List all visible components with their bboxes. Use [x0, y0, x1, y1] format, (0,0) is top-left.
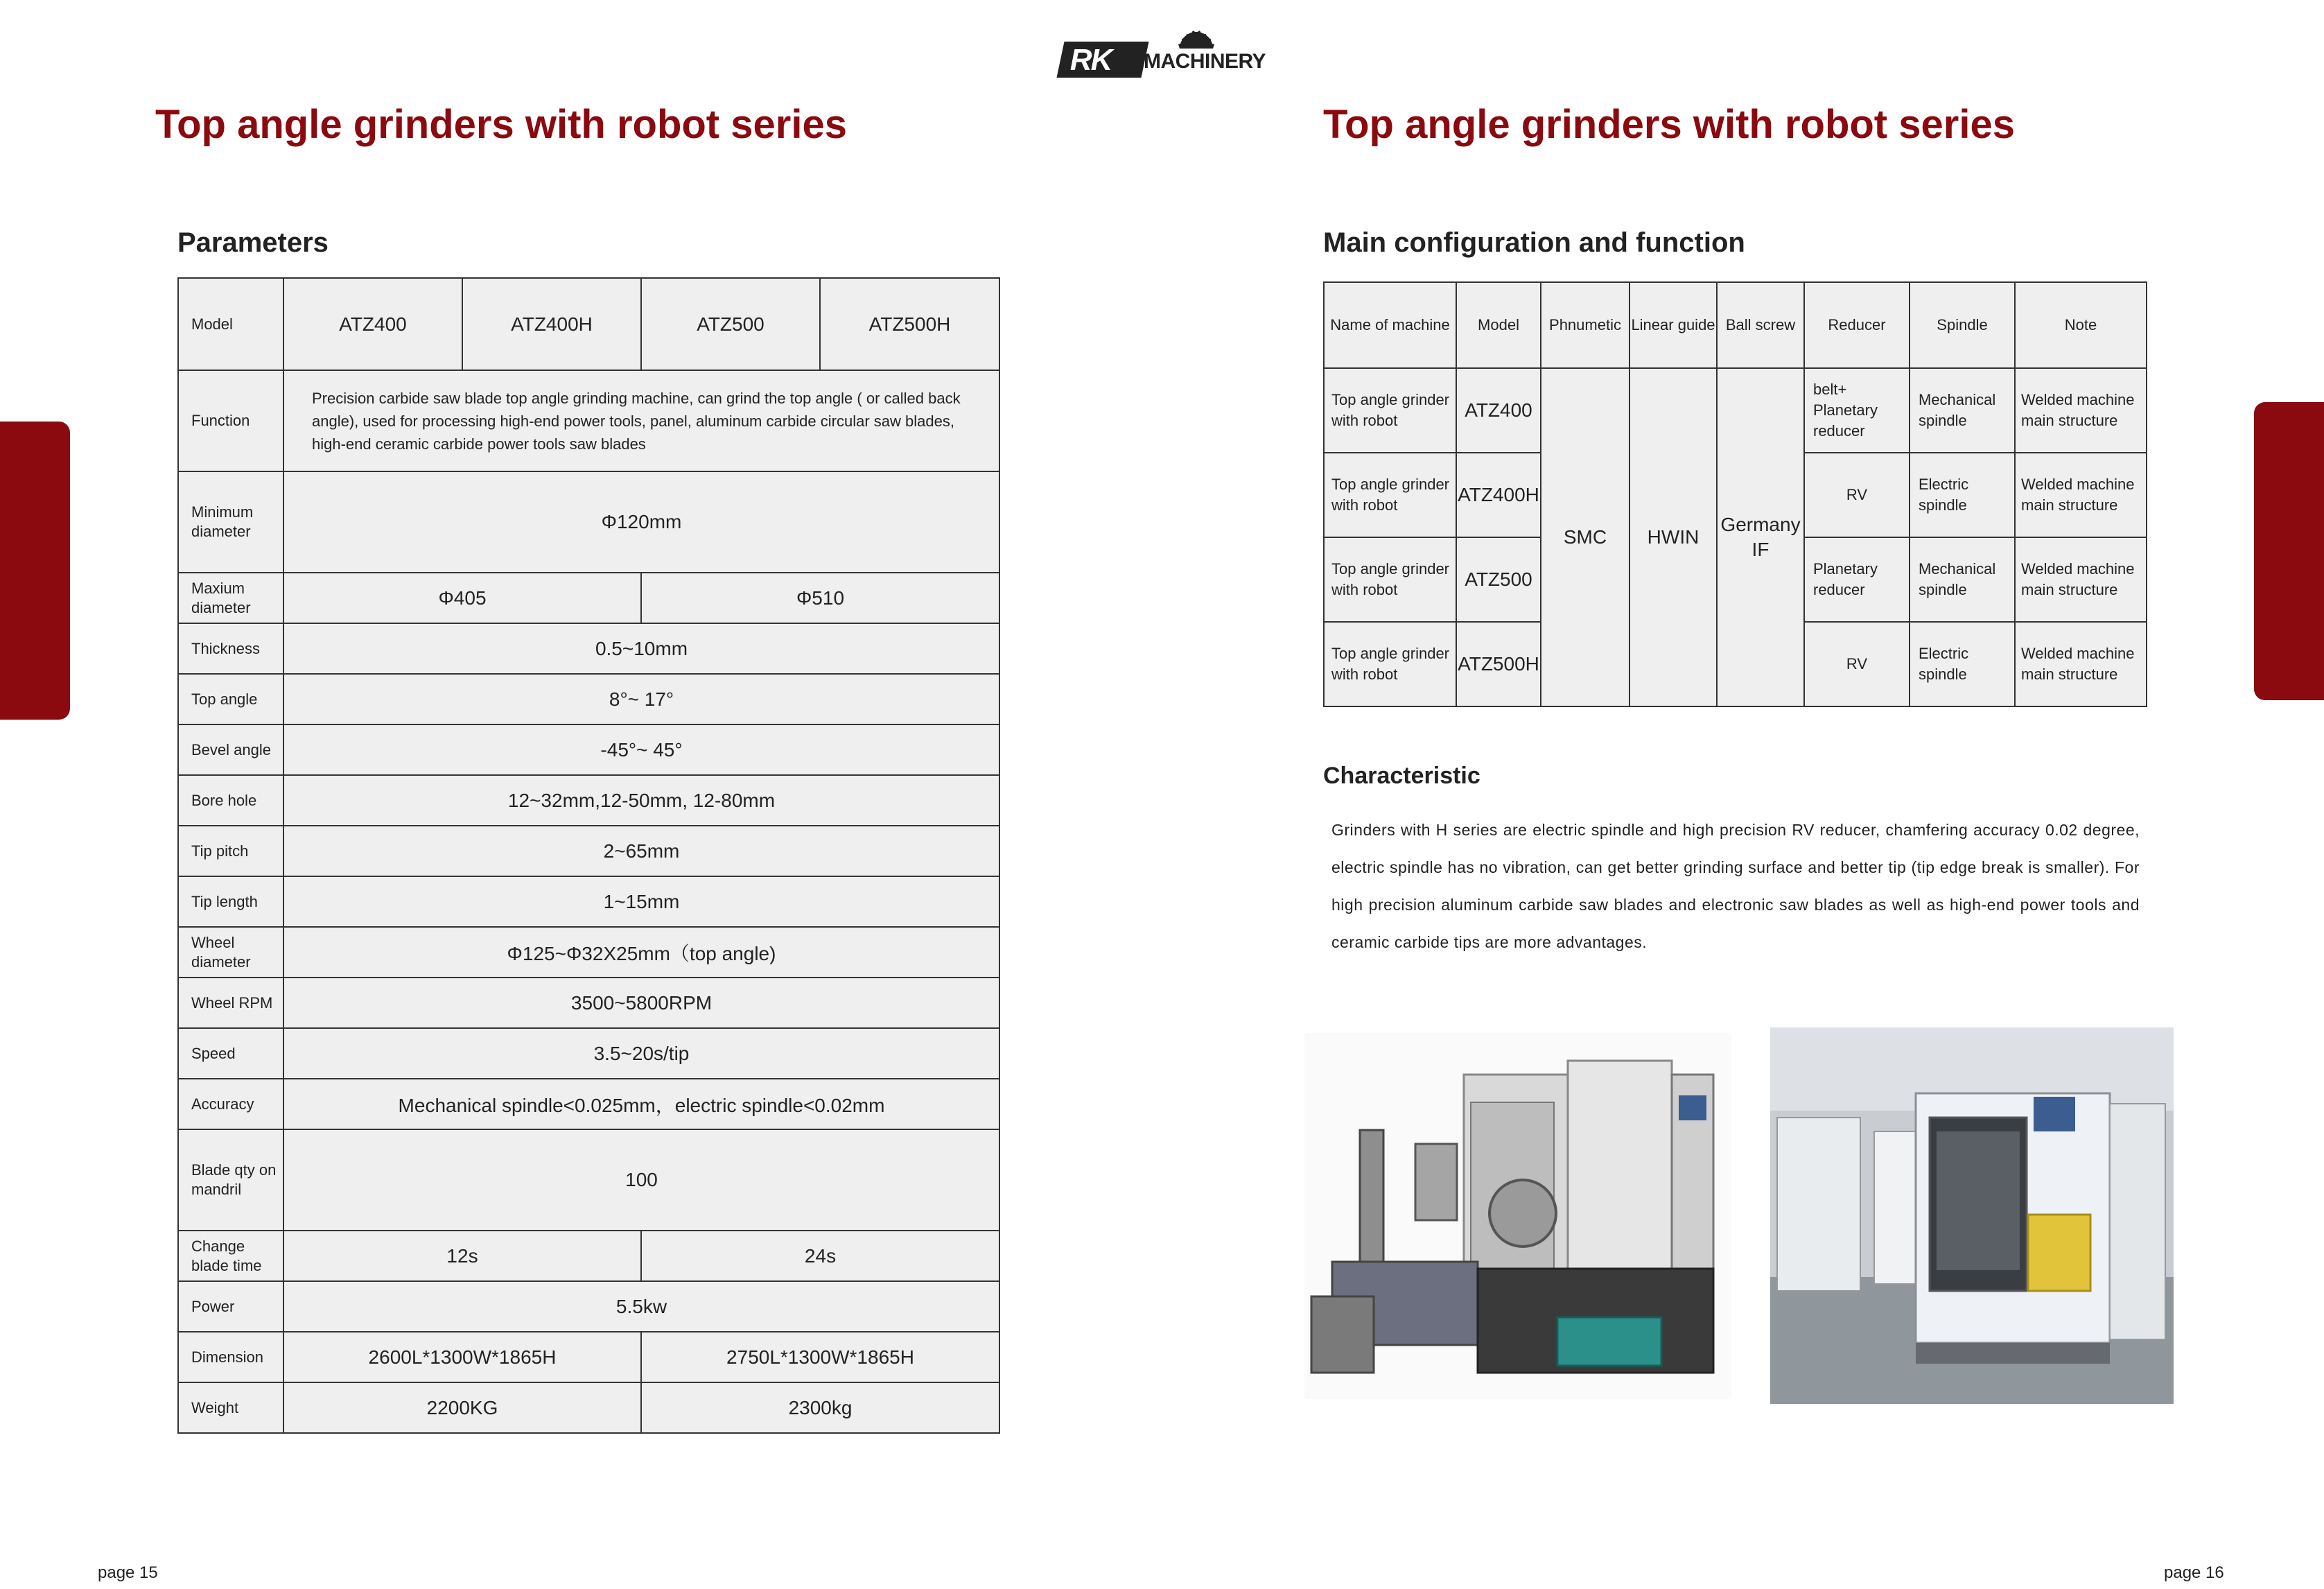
table-row: [178, 1231, 999, 1281]
machine-name: Top angle grinder with robot: [1324, 622, 1456, 706]
right-page-title: Top angle grinders with robot series: [1323, 102, 2015, 147]
tip-length-value: 1~15mm: [283, 876, 999, 927]
dimension-value-b: 2750L*1300W*1865H: [641, 1332, 999, 1382]
right-page-tab: [2254, 402, 2324, 700]
power-value: 5.5kw: [283, 1281, 999, 1332]
table-row: [178, 1079, 999, 1129]
spindle-value: Mechanical spindle: [1910, 537, 2015, 622]
table-row: [178, 573, 999, 623]
machine-model: ATZ400: [1456, 368, 1541, 453]
function-value: Precision carbide saw blade top angle grinding machine, can grind the top angle ( or called back angle), used for processing high-end power tools, panel, aluminum carbide circular saw blades, high-end ceramic carbide power tools saw blades: [283, 370, 999, 471]
min-diameter-value: Φ120mm: [283, 471, 999, 573]
weight-label: Weight: [178, 1382, 283, 1433]
blade-qty-label: Blade qty on mandril: [178, 1129, 283, 1231]
table-row: [178, 1332, 999, 1382]
change-time-value-b: 24s: [641, 1231, 999, 1281]
config-header: Reducer: [1804, 282, 1910, 368]
max-diameter-value-a: Φ405: [283, 573, 641, 623]
model-header: ATZ400: [283, 278, 462, 370]
accuracy-value: Mechanical spindle<0.025mm，electric spindle<0.02mm: [283, 1079, 999, 1129]
config-table: [1323, 281, 2147, 707]
top-angle-label: Top angle: [178, 674, 283, 724]
characteristic-text: Grinders with H series are electric spindle and high precision RV reducer, chamfering accuracy 0.02 degree, electric spindle has no vibration, can get better grinding surface and better tip (tip edge break is smaller). For high precision aluminum carbide saw blades and electronic saw blades as well as high-end power tools and ceramic carbide tips are more advantages.: [1331, 821, 2140, 951]
machine-model: ATZ500H: [1456, 622, 1541, 706]
table-row: [178, 278, 999, 370]
config-header: Ball screw: [1717, 282, 1804, 368]
accuracy-label: Accuracy: [178, 1079, 283, 1129]
weight-value-a: 2200KG: [283, 1382, 641, 1433]
model-header: ATZ400H: [462, 278, 641, 370]
tip-length-label: Tip length: [178, 876, 283, 927]
table-row: [178, 724, 999, 775]
max-diameter-value-b: Φ510: [641, 573, 999, 623]
table-row: [1324, 282, 2147, 368]
machine-name: Top angle grinder with robot: [1324, 537, 1456, 622]
bevel-angle-label: Bevel angle: [178, 724, 283, 775]
saw-blade-icon: [1177, 26, 1216, 50]
wheel-diameter-value: Φ125~Φ32X25mm（top angle): [283, 927, 999, 978]
machine-render-image: [1304, 1033, 1731, 1399]
note-value: Welded machine main structure: [2015, 453, 2147, 537]
config-header: Linear guide: [1630, 282, 1717, 368]
table-row: [178, 826, 999, 876]
parameters-table: [177, 277, 1000, 1434]
table-row: [178, 1281, 999, 1332]
spindle-value: Mechanical spindle: [1910, 368, 2015, 453]
speed-label: Speed: [178, 1028, 283, 1079]
table-row: [178, 471, 999, 573]
config-heading: Main configuration and function: [1323, 227, 1745, 258]
table-row: [178, 927, 999, 978]
table-row: [178, 1129, 999, 1231]
table-row: [178, 623, 999, 674]
speed-value: 3.5~20s/tip: [283, 1028, 999, 1079]
ball-screw-value: Germany IF: [1717, 368, 1804, 706]
dimension-label: Dimension: [178, 1332, 283, 1382]
table-row: [178, 370, 999, 471]
table-row: [178, 674, 999, 724]
table-row: [178, 775, 999, 826]
tip-pitch-label: Tip pitch: [178, 826, 283, 876]
table-row: [178, 876, 999, 927]
model-header: ATZ500: [641, 278, 820, 370]
function-label: Function: [178, 370, 283, 471]
thickness-value: 0.5~10mm: [283, 623, 999, 674]
spindle-value: Electric spindle: [1910, 622, 2015, 706]
bevel-angle-value: -45°~ 45°: [283, 724, 999, 775]
blade-qty-value: 100: [283, 1129, 999, 1231]
thickness-label: Thickness: [178, 623, 283, 674]
machine-model: ATZ500: [1456, 537, 1541, 622]
max-diameter-label: Maxium diameter: [178, 573, 283, 623]
config-header: Name of machine: [1324, 282, 1456, 368]
top-angle-value: 8°~ 17°: [283, 674, 999, 724]
note-value: Welded machine main structure: [2015, 368, 2147, 453]
config-header: Model: [1456, 282, 1541, 368]
wheel-rpm-label: Wheel RPM: [178, 978, 283, 1028]
power-label: Power: [178, 1281, 283, 1332]
model-label: Model: [178, 278, 283, 370]
model-header: ATZ500H: [820, 278, 999, 370]
note-value: Welded machine main structure: [2015, 622, 2147, 706]
weight-value-b: 2300kg: [641, 1382, 999, 1433]
characteristic-heading: Characteristic: [1323, 763, 1480, 789]
machine-name: Top angle grinder with robot: [1324, 453, 1456, 537]
machine-photo-image: [1770, 1027, 2174, 1404]
page-number-left: page 15: [98, 1563, 158, 1582]
note-value: Welded machine main structure: [2015, 537, 2147, 622]
config-header: Note: [2015, 282, 2147, 368]
logo-wordmark: MACHINERY: [1144, 50, 1266, 73]
brand-logo: [1060, 26, 1266, 80]
logo-mark: RK: [1056, 42, 1148, 78]
page-number-right: page 16: [2164, 1563, 2224, 1582]
bore-hole-label: Bore hole: [178, 775, 283, 826]
machine-model: ATZ400H: [1456, 453, 1541, 537]
table-row: [178, 1028, 999, 1079]
table-row: [178, 1382, 999, 1433]
reducer-value: Planetary reducer: [1804, 537, 1910, 622]
reducer-value: belt+ Planetary reducer: [1804, 368, 1910, 453]
dimension-value-a: 2600L*1300W*1865H: [283, 1332, 641, 1382]
change-time-label: Change blade time: [178, 1231, 283, 1281]
left-page-title: Top angle grinders with robot series: [155, 102, 847, 147]
phnumetic-value: SMC: [1541, 368, 1630, 706]
linear-guide-value: HWIN: [1630, 368, 1717, 706]
parameters-heading: Parameters: [177, 227, 329, 258]
wheel-diameter-label: Wheel diameter: [178, 927, 283, 978]
tip-pitch-value: 2~65mm: [283, 826, 999, 876]
bore-hole-value: 12~32mm,12-50mm, 12-80mm: [283, 775, 999, 826]
wheel-rpm-value: 3500~5800RPM: [283, 978, 999, 1028]
table-row: [178, 978, 999, 1028]
config-header: Phnumetic: [1541, 282, 1630, 368]
spindle-value: Electric spindle: [1910, 453, 2015, 537]
left-page-tab: [0, 422, 70, 720]
change-time-value-a: 12s: [283, 1231, 641, 1281]
min-diameter-label: Minimum diameter: [178, 471, 283, 573]
reducer-value: RV: [1804, 622, 1910, 706]
table-row: [1324, 368, 2147, 453]
config-header: Spindle: [1910, 282, 2015, 368]
machine-name: Top angle grinder with robot: [1324, 368, 1456, 453]
reducer-value: RV: [1804, 453, 1910, 537]
